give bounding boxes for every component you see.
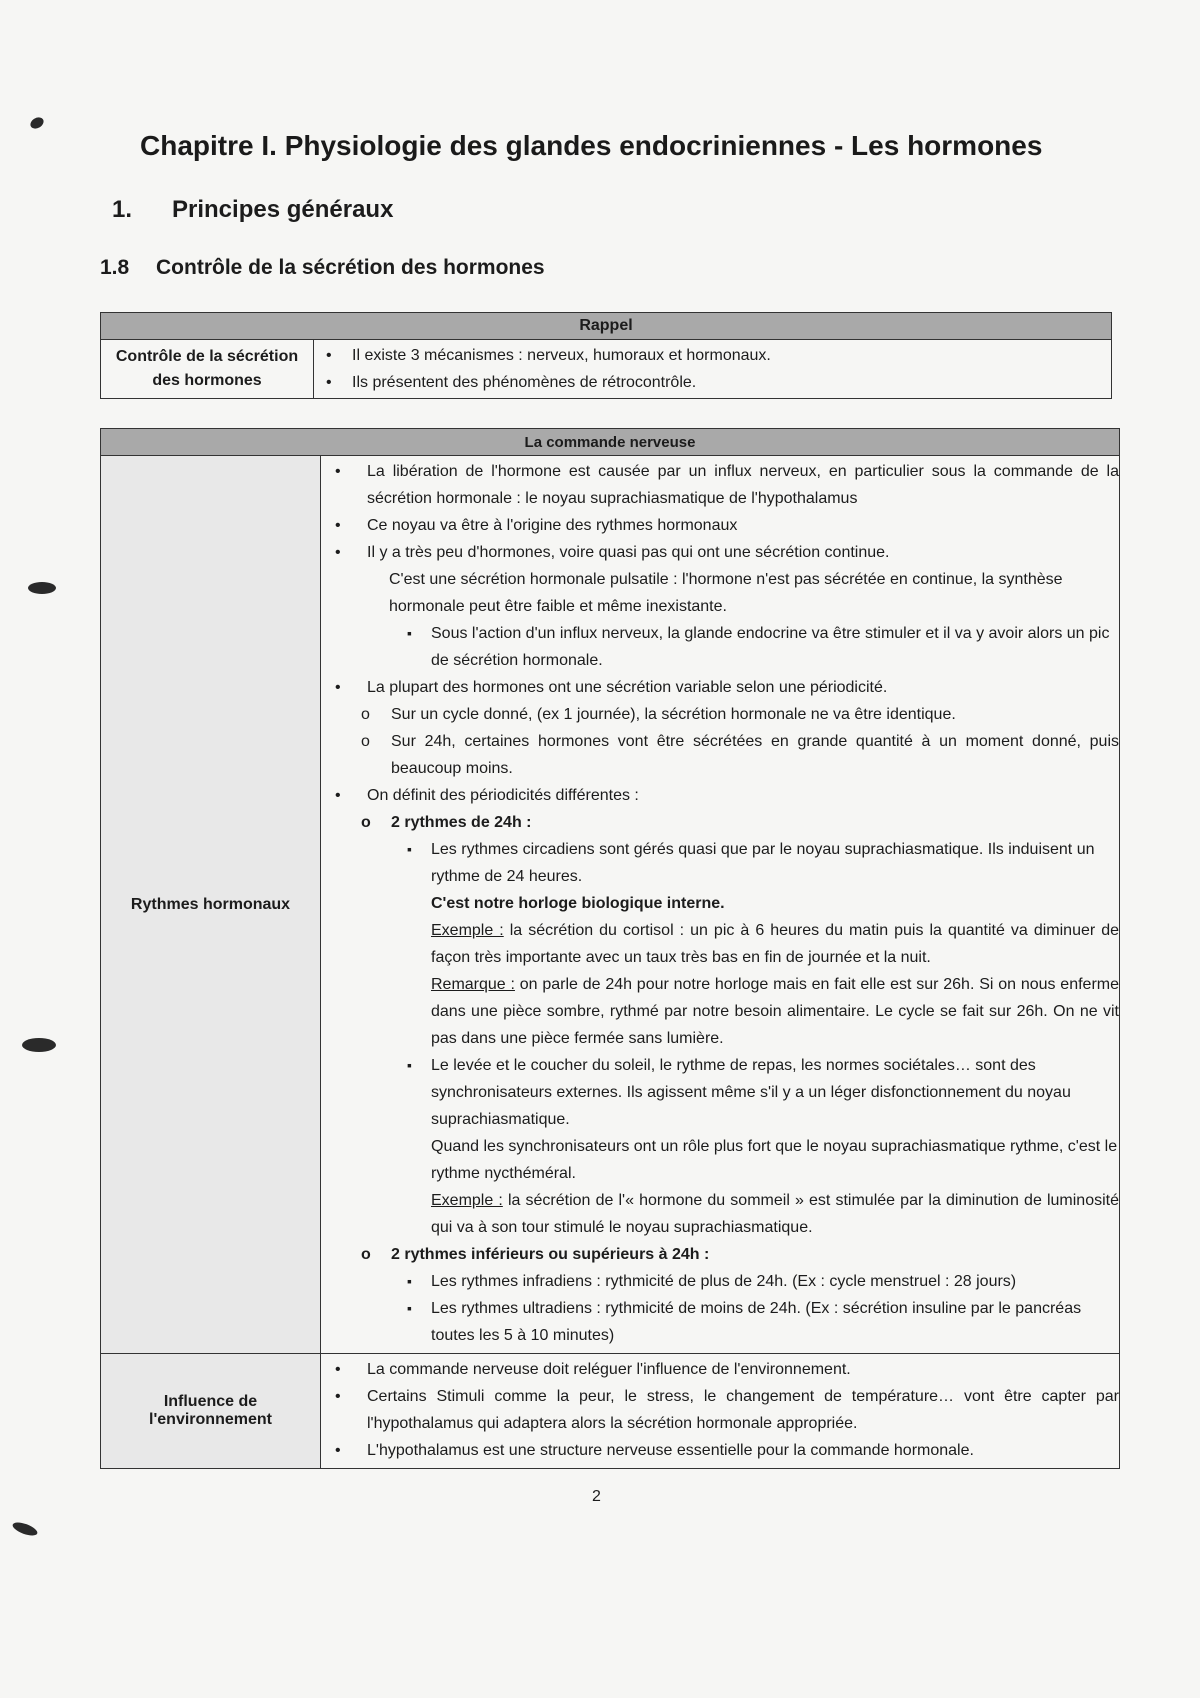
list-item: ▪ Les rythmes infradiens : rythmicité de plus de 24h. (Ex : cycle menstruel : 28 jours) xyxy=(331,1268,1119,1295)
rappel-header: Rappel xyxy=(101,313,1112,340)
list-item: o 2 rythmes inférieurs ou supérieurs à 24h : xyxy=(331,1241,1119,1268)
list-item: o Sur un cycle donné, (ex 1 journée), la sécrétion hormonale ne va être identique. xyxy=(331,701,1119,728)
subsection-heading xyxy=(100,256,545,280)
list-item: • Il y a très peu d'hormones, voire quasi pas qui ont une sécrétion continue. xyxy=(331,539,1119,566)
punch-hole xyxy=(28,582,56,594)
list-item: o Sur 24h, certaines hormones vont être sécrétées en grande quantité à un moment donné, puis beaucoup moins. xyxy=(331,728,1119,782)
list-item: • La commande nerveuse doit reléguer l'influence de l'environnement. xyxy=(331,1356,1119,1383)
list-item: • La libération de l'hormone est causée par un influx nerveux, en particulier sous la commande de la sécrétion hormonale : le noyau suprachiasmatique de l'hypothalamus xyxy=(331,458,1119,512)
punch-hole xyxy=(22,1038,56,1052)
list-item: • Ce noyau va être à l'origine des rythmes hormonaux xyxy=(331,512,1119,539)
list-item: ▪ Les rythmes ultradiens : rythmicité de moins de 24h. (Ex : sécrétion insuline par le pancréas toutes les 5 à 10 minutes) xyxy=(331,1295,1119,1349)
list-item: o 2 rythmes de 24h : xyxy=(331,809,1119,836)
rythmes-content xyxy=(321,456,1120,1354)
list-item: • On définit des périodicités différentes : xyxy=(331,782,1119,809)
rappel-table xyxy=(100,312,1112,399)
example-text: la sécrétion du cortisol : un pic à 6 heures du matin puis la quantité va diminuer de façon très importante avec un taux très bas en fin de journée et la nuit. xyxy=(431,922,1120,966)
punch-hole xyxy=(28,115,45,131)
chapter-title: Chapitre I. Physiologie des glandes endocriniennes - Les hormones xyxy=(140,130,1043,161)
list-item: • Ils présentent des phénomènes de rétrocontrôle. xyxy=(322,369,1105,396)
commande-header: La commande nerveuse xyxy=(101,429,1120,456)
example-label: Exemple : xyxy=(431,922,504,939)
remark-26h xyxy=(331,971,1119,1052)
list-item: • Certains Stimuli comme la peur, le stress, le changement de température… vont être capter par l'hypothalamus qui adaptera alors la sécrétion hormonale appropriée. xyxy=(331,1383,1119,1437)
punch-hole xyxy=(11,1520,39,1538)
example-text: la sécrétion de l'« hormone du sommeil » est stimulée par la diminution de luminosité qui va à son tour stimulé le noyau suprachiasmatique. xyxy=(431,1192,1120,1236)
rappel-row-content xyxy=(314,340,1112,399)
section-title: Principes généraux xyxy=(172,196,394,223)
subsection-title: Contrôle de la sécrétion des hormones xyxy=(156,256,545,279)
list-item: ▪ Les rythmes circadiens sont gérés quasi que par le noyau suprachiasmatique. Ils induisent un rythme de 24 heures. xyxy=(331,836,1119,890)
page-number: 2 xyxy=(592,1488,601,1505)
remark-text: on parle de 24h pour notre horloge mais en fait elle est sur 26h. Si on nous enferme dans une pièce sombre, rythmé par notre besoin alimentaire. Le cycle se fait sur 26h. On ne vit pas dans une pièce fermée sans lumière. xyxy=(431,976,1120,1047)
list-item: • L'hypothalamus est une structure nerveuse essentielle pour la commande hormonale. xyxy=(331,1437,1119,1464)
pulsatile-text: C'est une sécrétion hormonale pulsatile : l'hormone n'est pas sécrétée en continue, la synthèse hormonale peut être faible et même inexistante. xyxy=(389,571,1063,615)
commande-nerveuse-table xyxy=(100,428,1120,1469)
subsection-number: 1.8 xyxy=(100,256,130,279)
list-item: • Il existe 3 mécanismes : nerveux, humoraux et hormonaux. xyxy=(322,342,1105,369)
section-number: 1. xyxy=(112,196,133,223)
example-sommeil xyxy=(331,1187,1119,1241)
remark-label: Remarque : xyxy=(431,976,515,993)
rythmes-label: Rythmes hormonaux xyxy=(101,456,321,1354)
environnement-label: Influence de l'environnement xyxy=(101,1354,321,1469)
example-label: Exemple : xyxy=(431,1192,503,1209)
section-heading xyxy=(112,196,393,224)
example-cortisol xyxy=(331,917,1119,971)
list-item: ▪ Le levée et le coucher du soleil, le rythme de repas, les normes sociétales… sont des synchronisateurs externes. Ils agissent même s'il y a un léger disfonctionnement du noyau suprachiasmatique. xyxy=(331,1052,1119,1133)
nycthemeral-text: Quand les synchronisateurs ont un rôle plus fort que le noyau suprachiasmatique rythme, c'est le rythme nycthéméral. xyxy=(431,1138,1118,1182)
rappel-row-label: Contrôle de la sécrétion des hormones xyxy=(101,340,314,399)
environnement-content xyxy=(321,1354,1120,1469)
list-item: • La plupart des hormones ont une sécrétion variable selon une périodicité. xyxy=(331,674,1119,701)
list-item: ▪ Sous l'action d'un influx nerveux, la glande endocrine va être stimuler et il va y avoir alors un pic de sécrétion hormonale. xyxy=(331,620,1119,674)
horloge-text: C'est notre horloge biologique interne. xyxy=(431,895,725,912)
